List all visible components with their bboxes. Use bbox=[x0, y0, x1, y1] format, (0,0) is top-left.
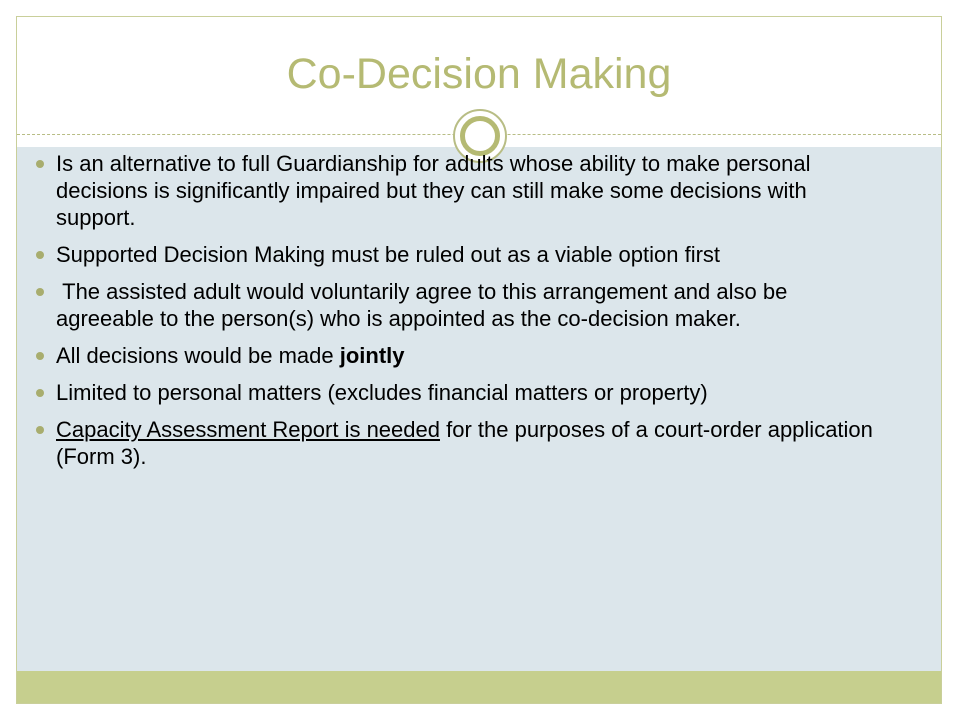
footer-bar bbox=[17, 671, 941, 704]
slide-title: Co-Decision Making bbox=[286, 50, 672, 98]
bullet-text: All decisions would be made bbox=[56, 343, 340, 368]
bullet-dot-icon bbox=[36, 251, 44, 259]
bullet-item-jointly bbox=[36, 342, 886, 369]
bullet-text: for the purposes of a court-order application (Form 3). bbox=[56, 417, 880, 469]
bullet-emphasis: jointly bbox=[339, 343, 405, 368]
bullet-dot-icon bbox=[36, 160, 44, 168]
bullet-dot-icon bbox=[36, 288, 44, 296]
bullet-text: Is an alternative to full Guardianship for adults whose ability to make personal decisions is significantly impaired but they can still make some decisions with support. bbox=[56, 151, 811, 230]
bullet-text: The assisted adult would voluntarily agree to this arrangement and also be agreeable to the person(s) who is appointed as the co-decision maker. bbox=[56, 279, 794, 331]
bullet-item-assisted-adult bbox=[36, 278, 886, 332]
bullet-item-supported-decision bbox=[36, 241, 886, 268]
bullet-list bbox=[36, 150, 886, 480]
bullet-underlined-text: Capacity Assessment Report is needed bbox=[56, 417, 440, 442]
bullet-dot-icon bbox=[36, 352, 44, 360]
bullet-text: Supported Decision Making must be ruled out as a viable option first bbox=[56, 242, 721, 267]
bullet-dot-icon bbox=[36, 426, 44, 434]
bullet-item-alternative bbox=[36, 150, 886, 231]
bullet-item-capacity-report bbox=[36, 416, 886, 470]
bullet-item-personal-matters bbox=[36, 379, 886, 406]
bullet-dot-icon bbox=[36, 389, 44, 397]
bullet-text: Limited to personal matters (excludes financial matters or property) bbox=[56, 380, 708, 405]
